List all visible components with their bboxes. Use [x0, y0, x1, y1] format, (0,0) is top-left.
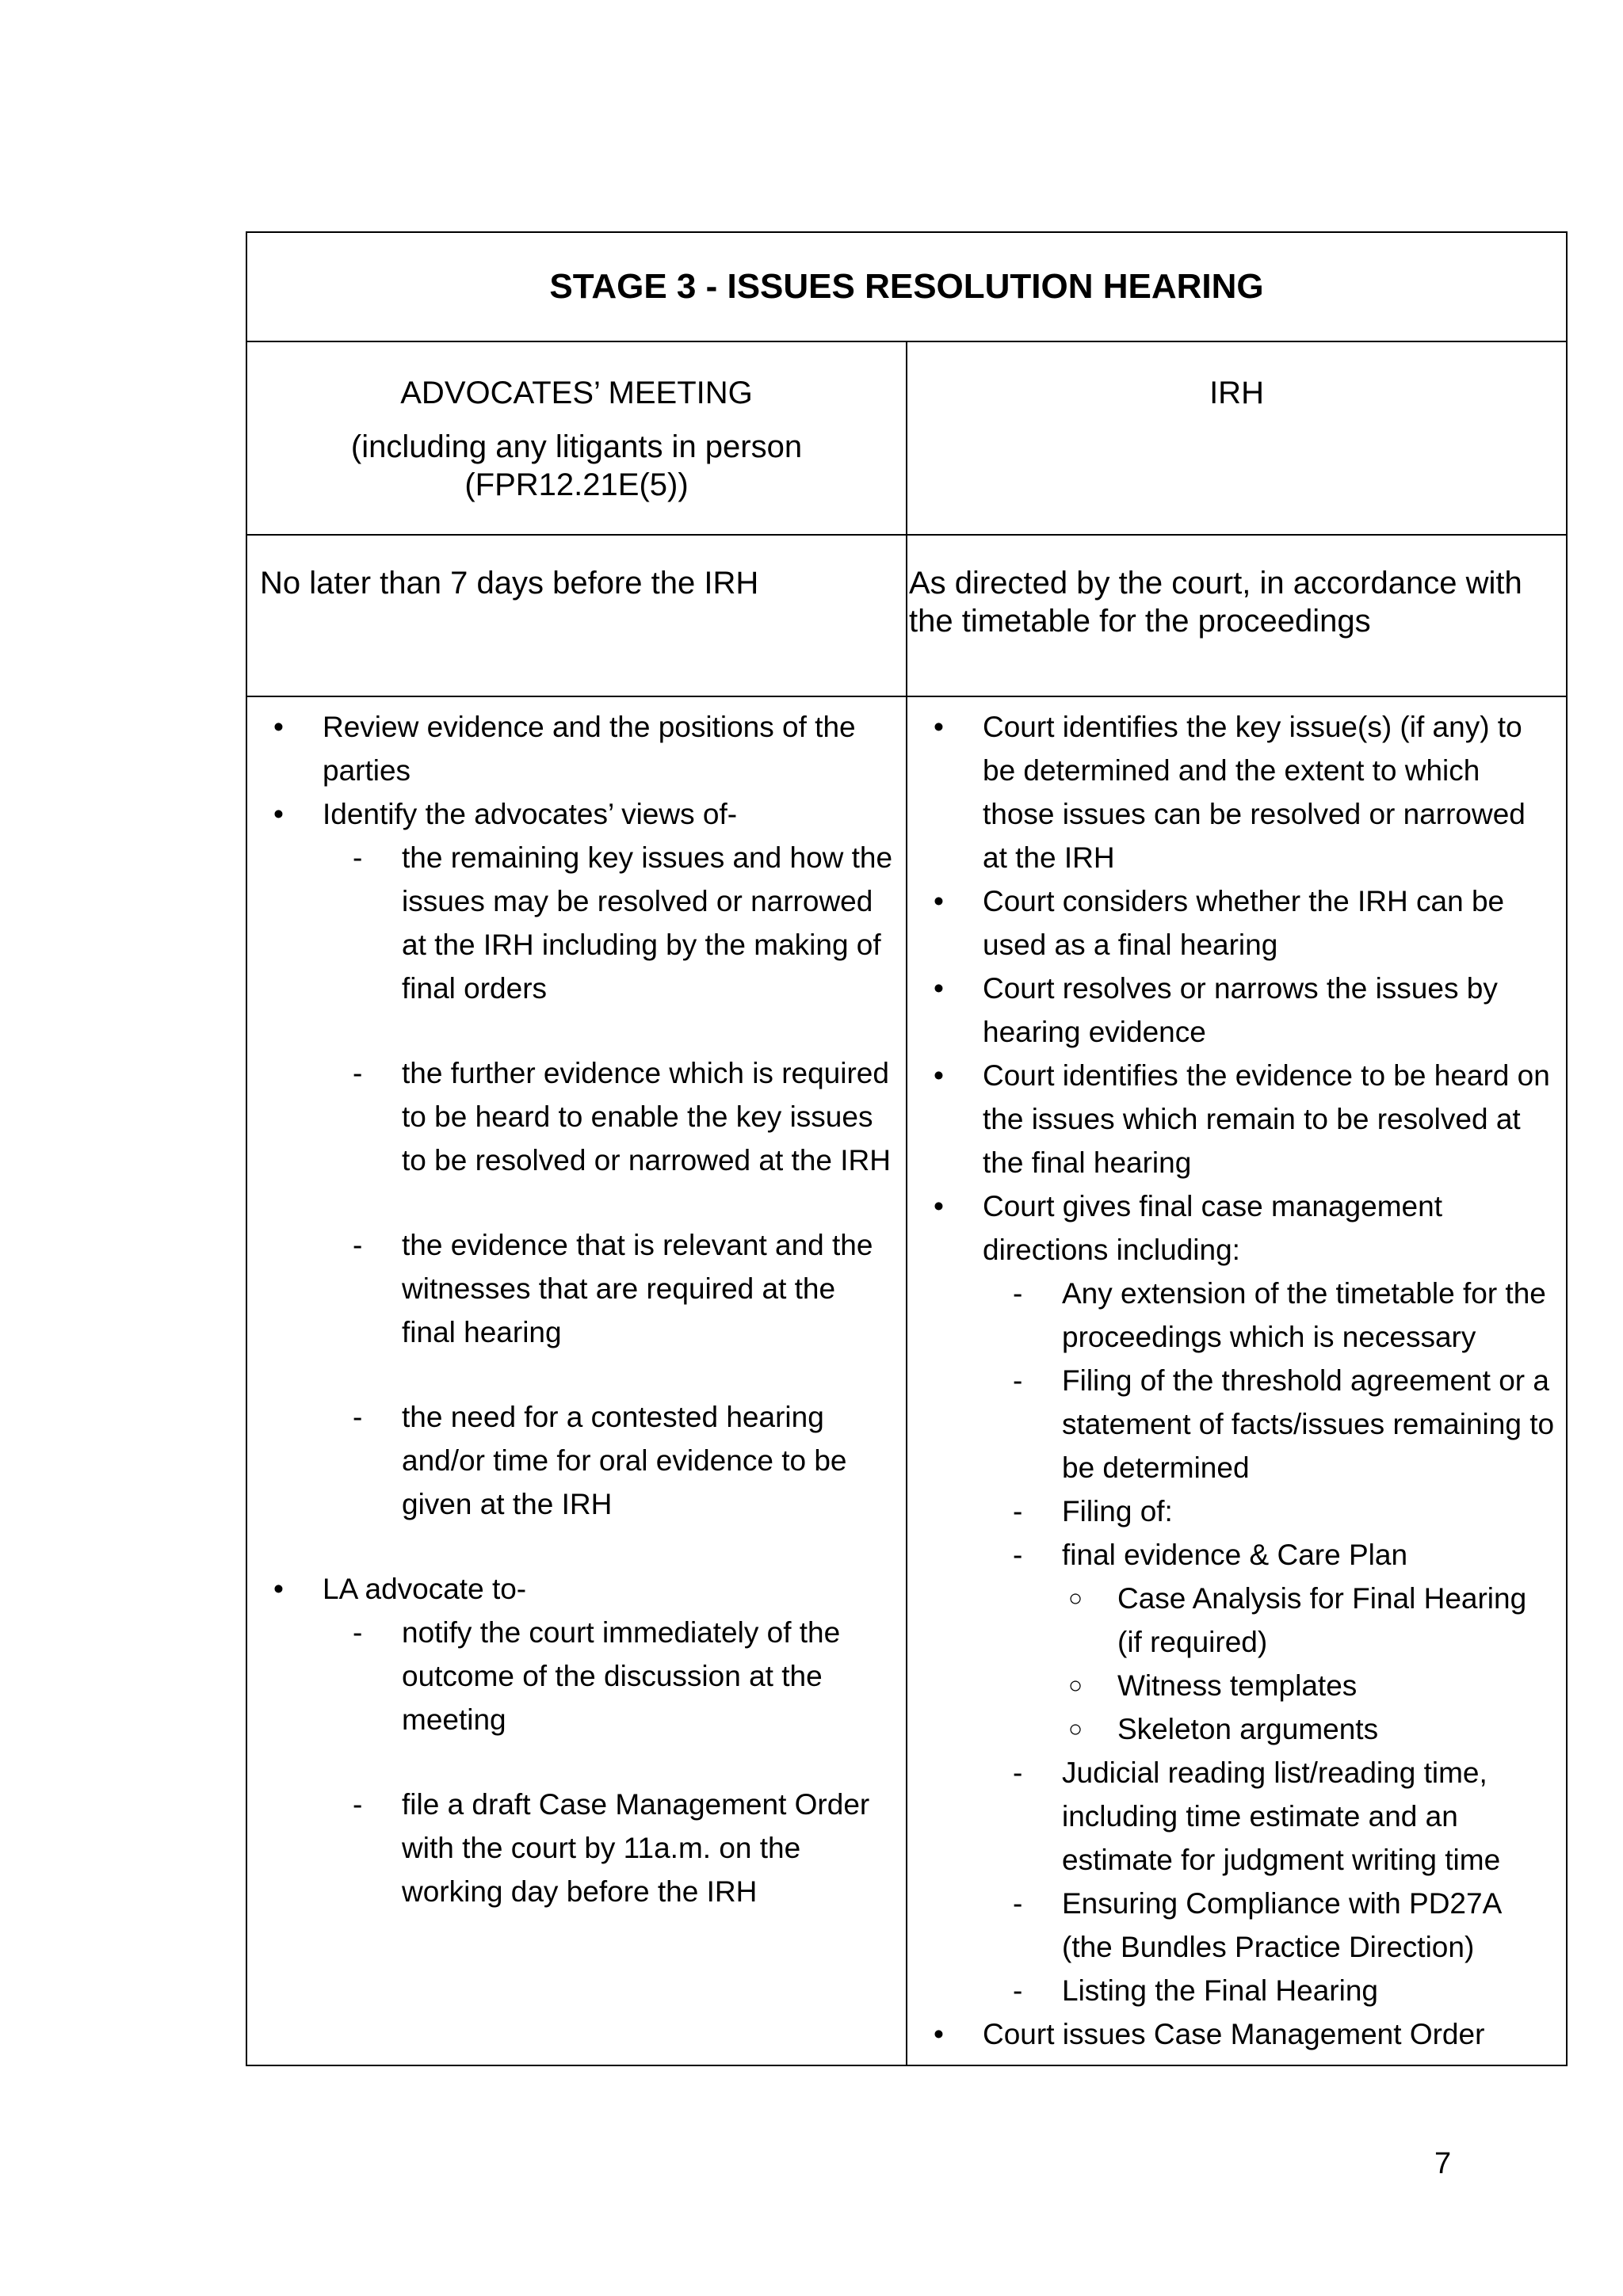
sub-list-item: - notify the court immediately of the outcome of the discussion at the meeting: [247, 1611, 896, 1741]
advocates-meeting-tasks: [246, 696, 907, 2065]
sub-list-item: - final evidence & Care Plan: [907, 1533, 1556, 1577]
sub-list-item: - the further evidence which is required to be heard to enable the key issues to be resolved or narrowed at the IRH: [247, 1051, 896, 1182]
sub-sub-list-item: ○ Case Analysis for Final Hearing (if required): [907, 1577, 1556, 1664]
list-item: • Review evidence and the positions of the parties: [247, 705, 896, 792]
list-item: • LA advocate to-: [247, 1567, 896, 1611]
irh-heading: IRH: [1209, 376, 1264, 410]
sub-list-item: - Ensuring Compliance with PD27A (the Bundles Practice Direction): [907, 1882, 1556, 1969]
page-number: 7: [1434, 2147, 1452, 2180]
sub-list-item: - Filing of:: [907, 1489, 1556, 1533]
stage-3-table: [246, 231, 1568, 2066]
advocates-meeting-header: [246, 341, 907, 535]
advocates-meeting-timing: No later than 7 days before the IRH: [246, 535, 907, 696]
sub-sub-list-item: ○ Skeleton arguments: [907, 1707, 1556, 1751]
advocates-meeting-subheading: (including any litigants in person (FPR12.21E(5)): [350, 429, 803, 502]
list-item: • Court identifies the evidence to be heard on the issues which remain to be resolved at the final hearing: [907, 1054, 1556, 1184]
irh-list: [907, 705, 1556, 2056]
sub-list-item: - Judicial reading list/reading time, including time estimate and an estimate for judgment writing time: [907, 1751, 1556, 1882]
sub-list-item: - Any extension of the timetable for the proceedings which is necessary: [907, 1272, 1556, 1359]
advocates-meeting-list: [247, 705, 896, 1913]
list-spacer: [247, 1354, 896, 1395]
list-spacer: [247, 1526, 896, 1567]
sub-sub-list-item: ○ Witness templates: [907, 1664, 1556, 1707]
list-item: • Court considers whether the IRH can be used as a final hearing: [907, 879, 1556, 967]
list-spacer: [247, 1741, 896, 1783]
sub-list-item: - Listing the Final Hearing: [907, 1969, 1556, 2012]
irh-tasks: [907, 696, 1567, 2065]
table-title: STAGE 3 - ISSUES RESOLUTION HEARING: [246, 232, 1567, 341]
list-item: • Court identifies the key issue(s) (if any) to be determined and the extent to which those issues can be resolved or narrowed at the IRH: [907, 705, 1556, 879]
list-item: • Court resolves or narrows the issues by hearing evidence: [907, 967, 1556, 1054]
sub-list-item: - the need for a contested hearing and/or time for oral evidence to be given at the IRH: [247, 1395, 896, 1526]
list-spacer: [247, 1010, 896, 1051]
list-spacer: [247, 1182, 896, 1223]
sub-list-item: - the evidence that is relevant and the witnesses that are required at the final hearing: [247, 1223, 896, 1354]
sub-list-item: - the remaining key issues and how the issues may be resolved or narrowed at the IRH including by the making of final orders: [247, 836, 896, 1010]
irh-timing: As directed by the court, in accordance with the timetable for the proceedings: [907, 535, 1567, 696]
irh-header: [907, 341, 1567, 535]
sub-list-item: - Filing of the threshold agreement or a statement of facts/issues remaining to be determined: [907, 1359, 1556, 1489]
sub-list-item: - file a draft Case Management Order with the court by 11a.m. on the working day before the IRH: [247, 1783, 896, 1913]
list-item: • Court gives final case management directions including:: [907, 1184, 1556, 1272]
list-item: • Court issues Case Management Order: [907, 2012, 1556, 2056]
advocates-meeting-heading: ADVOCATES’ MEETING: [400, 376, 753, 410]
list-item: • Identify the advocates’ views of-: [247, 792, 896, 836]
